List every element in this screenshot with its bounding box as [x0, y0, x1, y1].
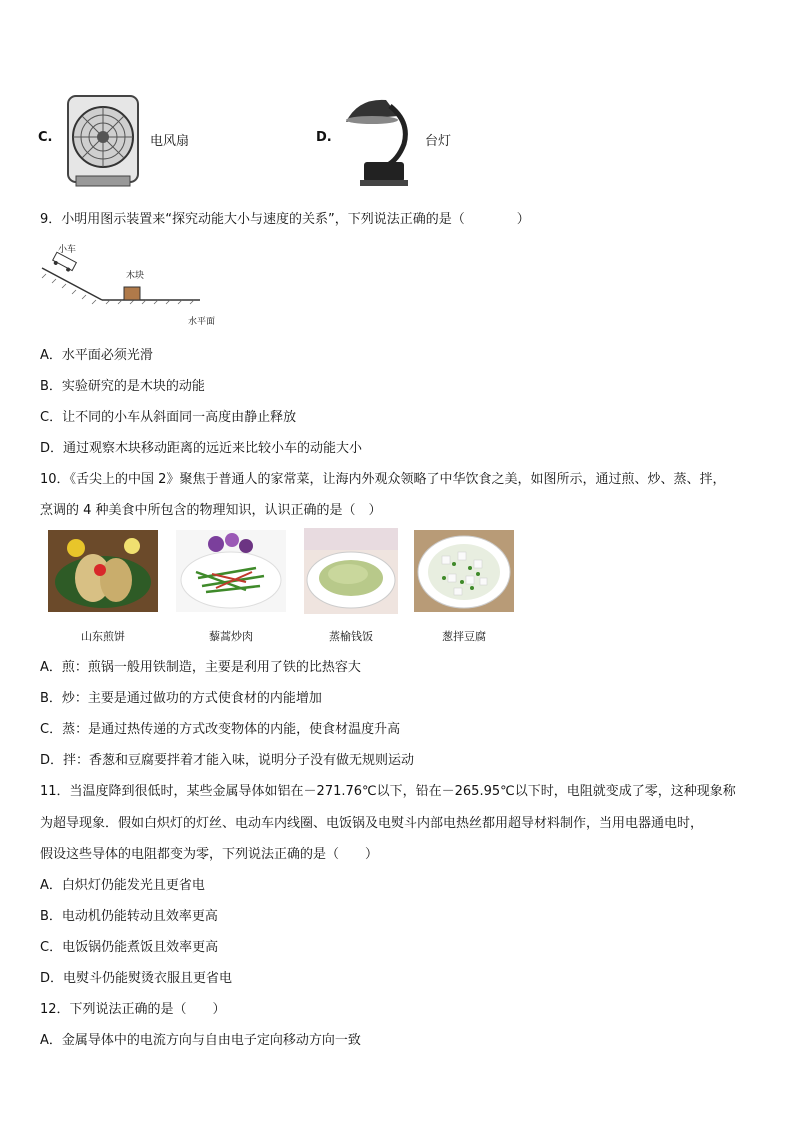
q11-option-c: C．电饭锅仍能煮饭且效率更高	[40, 940, 219, 955]
food-caption-4: 葱拌豆腐	[442, 630, 486, 643]
block-label: 木块	[126, 271, 145, 281]
cart-label: 小车	[58, 245, 77, 255]
food-image-tofu	[414, 530, 514, 612]
q10-option-d: D．拌：香葱和豆腐要拌着才能入味，说明分子没有做无规则运动	[40, 753, 415, 768]
q9-option-d: D．通过观察木块移动距离的远近来比较小车的动能大小	[40, 441, 363, 456]
q8-option-d-letter: D.	[316, 130, 332, 145]
q11-option-a: A．白炽灯仍能发光且更省电	[40, 878, 205, 893]
q9-option-c: C．让不同的小车从斜面同一高度由静止释放	[40, 410, 297, 425]
food-image-stirfry	[176, 530, 286, 612]
food-image-jianbing	[48, 530, 158, 612]
q10-option-c: C．蒸：是通过热传递的方式改变物体的内能，使食材温度升高	[40, 722, 401, 737]
food-caption-1: 山东煎饼	[81, 630, 125, 643]
q11-stem-line1: 11．当温度降到很低时，某些金属导体如铝在－271.76℃以下，铅在－265.95℃以下时，电阻就变成了零，这种现象称	[40, 784, 736, 799]
q10-stem-line1: 10．《舌尖上的中国 2》聚焦于普通人的家常菜，让海内外观众领略了中华饮食之美，如图所示，通过煎、炒、蒸、拌，	[40, 472, 726, 487]
electric-fan-image	[62, 92, 144, 190]
q12-stem: 12．下列说法正确的是（ ）	[40, 1002, 226, 1017]
q9-stem: 9．小明用图示装置来“探究动能大小与速度的关系”，下列说法正确的是（ ）	[40, 212, 530, 227]
q8-option-c-letter: C.	[38, 130, 53, 145]
q9-option-a: A．水平面必须光滑	[40, 348, 153, 363]
desk-lamp-image	[338, 92, 418, 192]
q10-option-a: A．煎：煎锅一般用铁制造，主要是利用了铁的比热容大	[40, 660, 361, 675]
ground-label: 水平面	[188, 317, 216, 327]
q12-option-a: A．金属导体中的电流方向与自由电子定向移动方向一致	[40, 1033, 361, 1048]
q11-stem-line2: 为超导现象．假如白炽灯的灯丝、电动车内线圈、电饭锅及电熨斗内部电热丝都用超导材料制作，当用电器通电时，	[40, 816, 704, 831]
food-caption-3: 蒸榆钱饭	[329, 630, 373, 643]
q8-option-d-label: 台灯	[425, 134, 452, 149]
q8-option-c-label: 电风扇	[150, 134, 190, 149]
food-caption-2: 藜蒿炒肉	[209, 630, 253, 643]
q11-option-b: B．电动机仍能转动且效率更高	[40, 909, 218, 924]
q10-option-b: B．炒：主要是通过做功的方式使食材的内能增加	[40, 691, 322, 706]
food-image-steamed-rice	[304, 528, 398, 614]
q11-option-d: D．电熨斗仍能熨烫衣服且更省电	[40, 971, 233, 986]
q10-stem-line2: 烹调的 4 种美食中所包含的物理知识，认识正确的是（ ）	[40, 503, 382, 518]
q11-stem-line3: 假设这些导体的电阻都变为零，下列说法正确的是（ ）	[40, 847, 379, 862]
q9-option-b: B．实验研究的是木块的动能	[40, 379, 205, 394]
